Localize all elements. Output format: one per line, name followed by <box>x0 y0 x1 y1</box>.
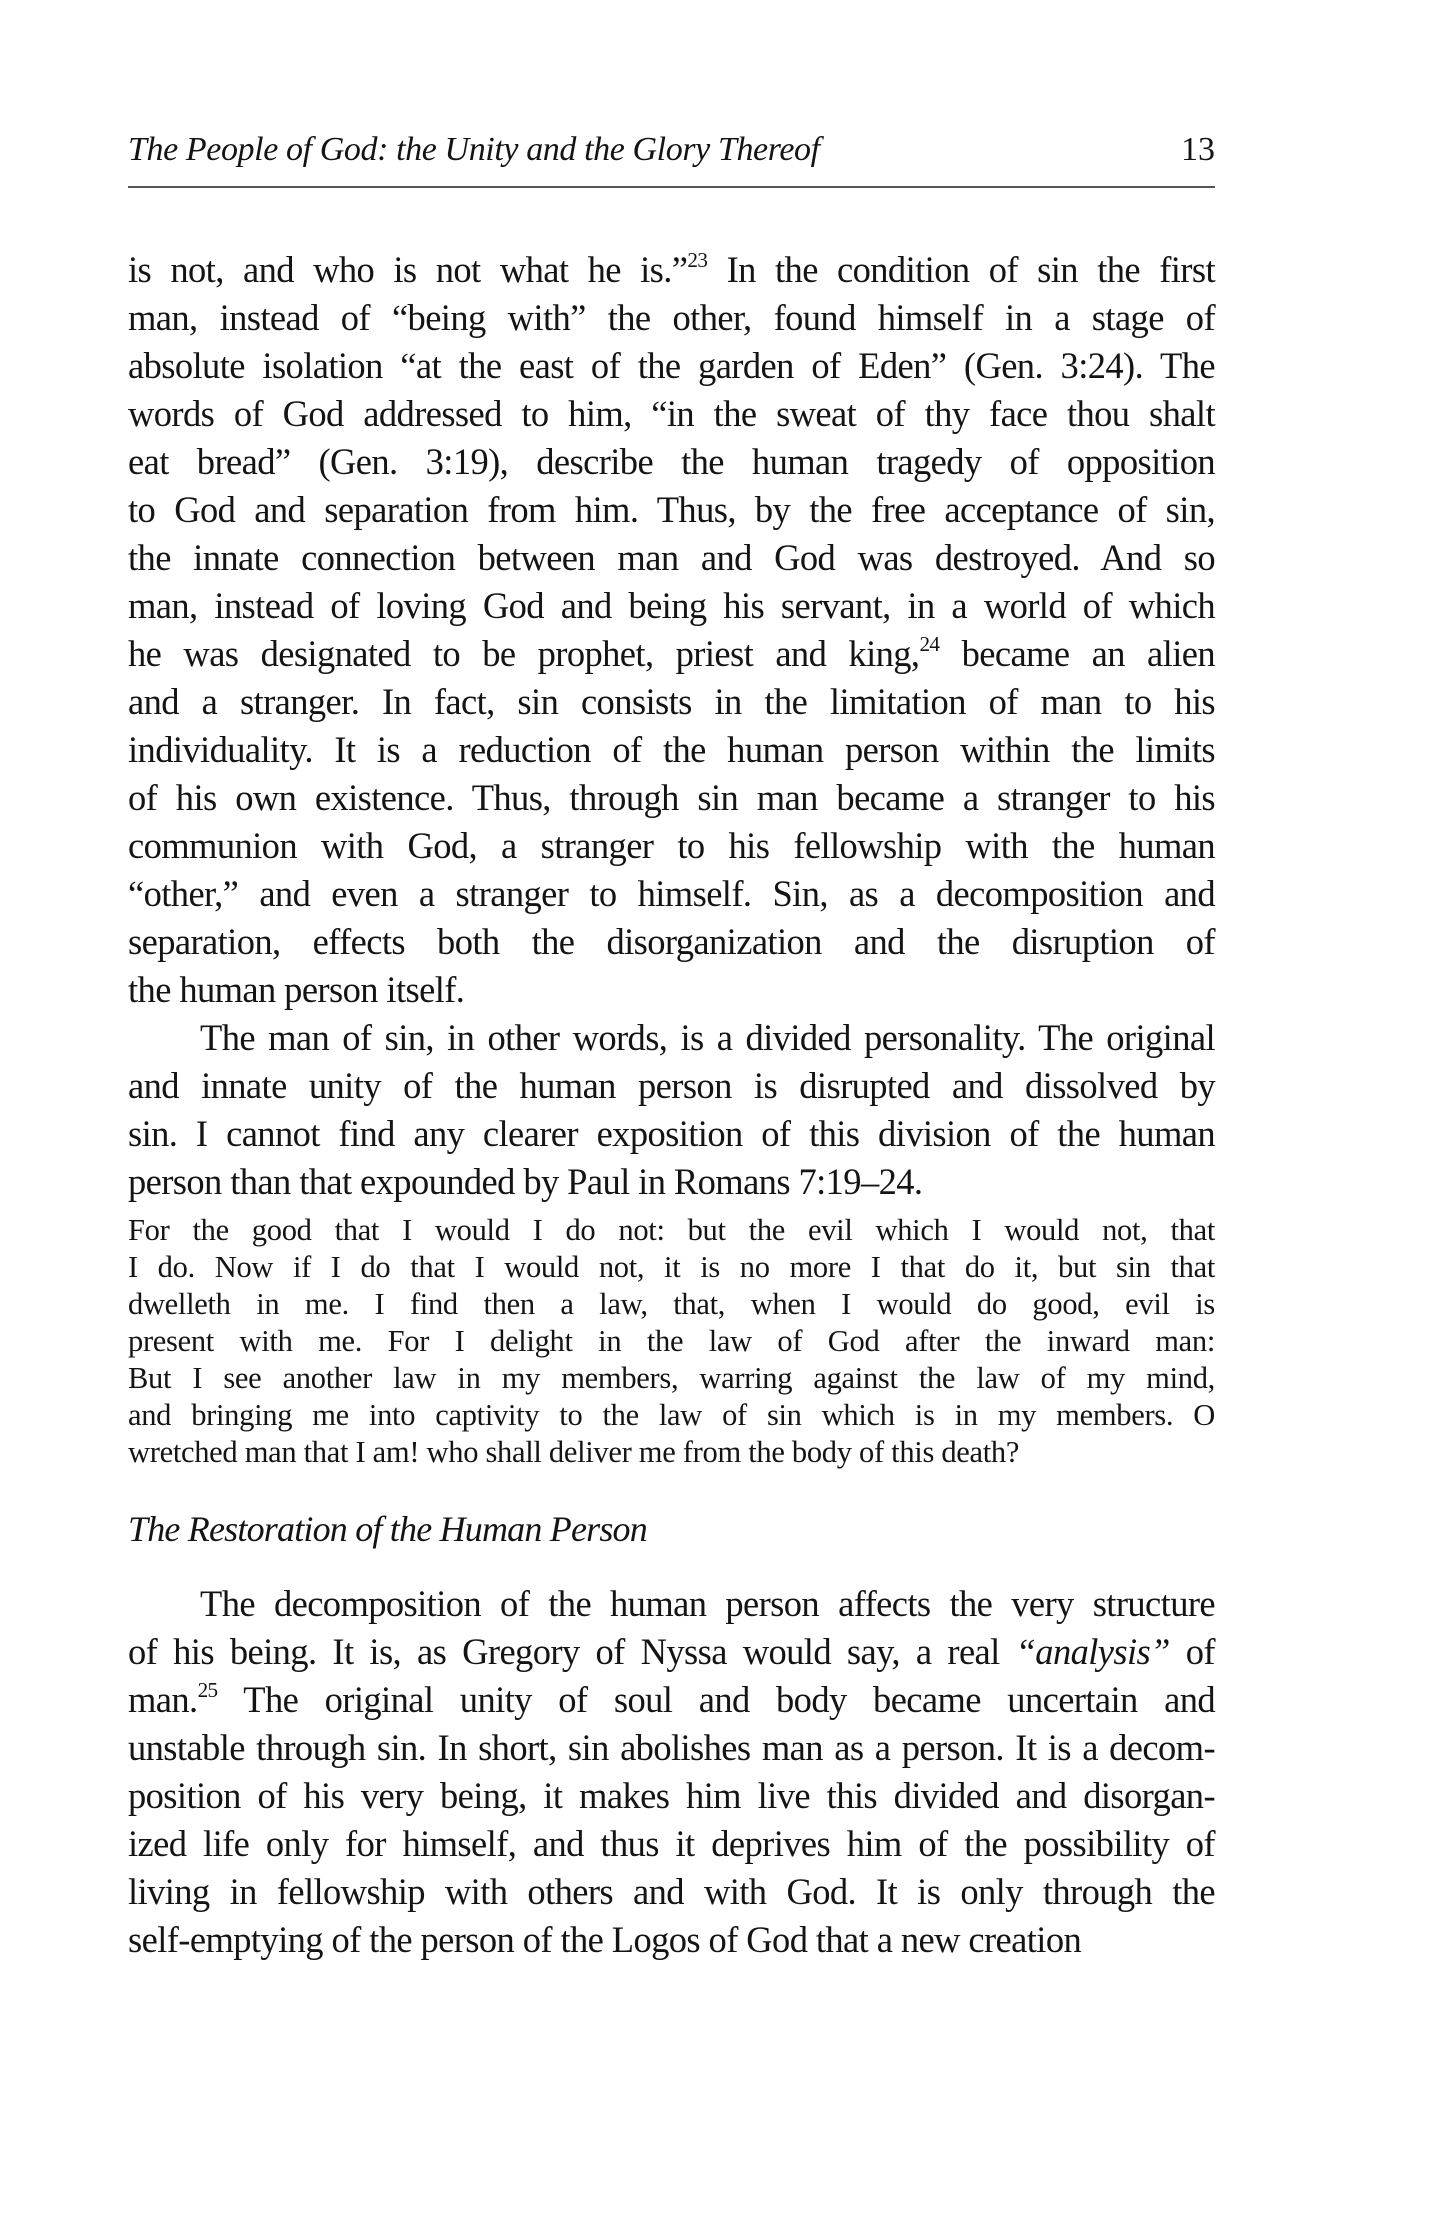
footnote-reference: 24 <box>919 631 940 656</box>
text-line <box>128 1249 1215 1286</box>
text-line <box>128 1820 1215 1868</box>
text-line <box>128 438 1215 486</box>
text-segment: man, instead of loving God and being his servant, in a world of which <box>128 585 1215 626</box>
text-segment: separation, effects both the disorganization and the disruption of <box>128 921 1215 962</box>
running-head-title: The People of God: the Unity and the Glory Thereof <box>128 131 820 168</box>
text-segment: I do. Now if I do that I would not, it is no more I that do it, but sin that <box>128 1250 1215 1284</box>
text-segment: The man of sin, in other words, is a divided personality. The original <box>200 1017 1215 1058</box>
text-line <box>128 1676 1215 1724</box>
text-line <box>128 630 1215 678</box>
text-segment: sin. I cannot find any clearer exposition of this division of the human <box>128 1113 1215 1154</box>
text-segment: of his own existence. Thus, through sin man became a stranger to his <box>128 777 1215 818</box>
text-segment: dwelleth in me. I find then a law, that, when I would do good, evil is <box>128 1287 1215 1321</box>
text-segment: But I see another law in my members, warring against the law of my mind, <box>128 1361 1215 1395</box>
text-line <box>128 1397 1215 1434</box>
text-segment: The decomposition of the human person affects the very structure <box>200 1583 1215 1624</box>
text-line <box>128 1434 1215 1471</box>
footnote-reference: 23 <box>687 247 708 272</box>
block-quote-romans <box>128 1212 1215 1471</box>
text-segment: the human person itself. <box>128 969 465 1010</box>
text-line <box>128 870 1215 918</box>
text-segment: to God and separation from him. Thus, by the free acceptance of sin, <box>128 489 1215 530</box>
text-segment: is not, and who is not what he is.” <box>128 249 688 290</box>
text-segment: communion with God, a stranger to his fellowship with the human <box>128 825 1215 866</box>
text-segment: of <box>1169 1631 1215 1672</box>
text-line <box>128 1158 1215 1206</box>
text-segment: absolute isolation “at the east of the garden of Eden” (Gen. 3:24). The <box>128 345 1215 386</box>
text-line <box>128 918 1215 966</box>
text-line <box>128 1772 1215 1820</box>
text-segment: self-emptying of the person of the Logos of God that a new creation <box>128 1919 1082 1960</box>
text-segment: eat bread” (Gen. 3:19), describe the human tragedy of opposition <box>128 441 1215 482</box>
text-segment: living in fellowship with others and with God. It is only through the <box>128 1871 1215 1912</box>
text-line <box>128 390 1215 438</box>
section-heading: The Restoration of the Human Person <box>128 1509 647 1549</box>
text-line <box>128 1212 1215 1249</box>
text-segment: present with me. For I delight in the law of God after the inward man: <box>128 1324 1215 1358</box>
text-line <box>128 726 1215 774</box>
text-line <box>128 582 1215 630</box>
text-line <box>128 1724 1215 1772</box>
running-head <box>128 126 1215 174</box>
text-segment: and a stranger. In fact, sin consists in the limitation of man to his <box>128 681 1215 722</box>
italic-term: “analysis” <box>1015 1631 1170 1672</box>
text-line <box>128 342 1215 390</box>
text-segment: In the condition of sin the first <box>707 249 1216 290</box>
text-segment: wretched man that I am! who shall deliver me from the body of this death? <box>128 1435 1020 1469</box>
paragraph-continued <box>128 246 1215 1014</box>
text-segment: ized life only for himself, and thus it deprives him of the possibility of <box>128 1823 1215 1864</box>
text-line <box>128 1360 1215 1397</box>
text-line <box>128 1628 1215 1676</box>
text-line <box>128 1868 1215 1916</box>
text-segment: person than that expounded by Paul in Romans 7:19–24. <box>128 1161 923 1202</box>
text-segment: and bringing me into captivity to the law of sin which is in my members. O <box>128 1398 1215 1432</box>
text-segment: individuality. It is a reduction of the human person within the limits <box>128 729 1215 770</box>
text-line <box>128 1286 1215 1323</box>
text-segment: For the good that I would I do not: but the evil which I would not, that <box>128 1213 1215 1247</box>
text-segment: “other,” and even a stranger to himself. Sin, as a decomposition and <box>128 873 1215 914</box>
paragraph-divided-personality <box>128 1014 1215 1206</box>
text-segment: words of God addressed to him, “in the sweat of thy face thou shalt <box>128 393 1215 434</box>
header-rule <box>128 186 1215 188</box>
text-segment: of his being. It is, as Gregory of Nyssa would say, a real <box>128 1631 1016 1672</box>
text-segment: he was designated to be prophet, priest and king, <box>128 633 920 674</box>
text-segment: became an alien <box>939 633 1215 674</box>
footnote-reference: 25 <box>197 1677 218 1702</box>
text-segment: man, instead of “being with” the other, found himself in a stage of <box>128 297 1215 338</box>
text-segment: man. <box>128 1679 198 1720</box>
text-line <box>128 534 1215 582</box>
text-line <box>128 822 1215 870</box>
text-line <box>128 1580 1215 1628</box>
text-line <box>128 294 1215 342</box>
text-line <box>128 1323 1215 1360</box>
page-number: 13 <box>1181 131 1215 168</box>
text-segment: position of his very being, it makes him live this divided and disorgan- <box>128 1775 1215 1816</box>
text-line <box>128 966 1215 1014</box>
text-line <box>128 1916 1215 1964</box>
text-segment: unstable through sin. In short, sin abolishes man as a person. It is a decom- <box>128 1727 1215 1768</box>
text-line <box>128 678 1215 726</box>
text-segment: The original unity of soul and body became uncertain and <box>217 1679 1215 1720</box>
text-segment: and innate unity of the human person is disrupted and dissolved by <box>128 1065 1215 1106</box>
text-line <box>128 246 1215 294</box>
text-line <box>128 1110 1215 1158</box>
text-segment: the innate connection between man and God was destroyed. And so <box>128 537 1215 578</box>
body-text-top <box>128 246 1215 1206</box>
text-line <box>128 774 1215 822</box>
text-line <box>128 1014 1215 1062</box>
text-line <box>128 486 1215 534</box>
text-line <box>128 1062 1215 1110</box>
paragraph-restoration <box>128 1580 1215 1964</box>
